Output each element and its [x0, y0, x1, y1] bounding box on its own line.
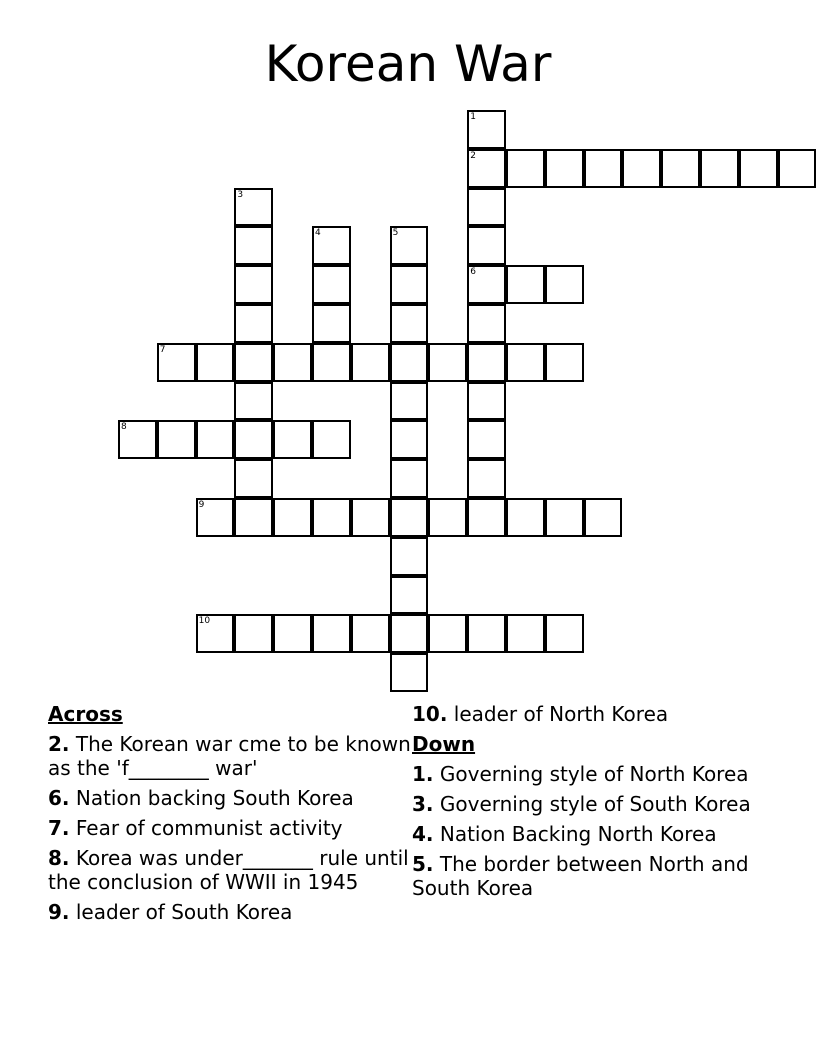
grid-cell[interactable] — [196, 343, 235, 382]
cell-number: 3 — [237, 189, 244, 200]
grid-cell[interactable] — [234, 343, 273, 382]
grid-cell[interactable] — [467, 304, 506, 343]
down-heading: Down — [412, 732, 476, 756]
clue-down-5: 5. The border between North and South Korea — [412, 852, 749, 900]
clue-across-9: 9. leader of South Korea — [48, 900, 293, 924]
grid-cell[interactable] — [234, 226, 273, 265]
clue-across-10: 10. leader of North Korea — [412, 702, 669, 726]
grid-cell[interactable] — [428, 614, 467, 653]
puzzle-title: Korean War — [264, 35, 552, 93]
grid-cell[interactable] — [506, 614, 545, 653]
clue-across-7: 7. Fear of communist activity — [48, 816, 343, 840]
grid-cell[interactable] — [273, 498, 312, 537]
clue-across-2: 2. The Korean war cme to be known as the 'f________ war' — [48, 732, 411, 780]
grid-cell[interactable] — [739, 149, 778, 188]
grid-cell[interactable] — [118, 420, 157, 459]
cell-number: 8 — [121, 422, 127, 433]
cell-number: 1 — [470, 112, 476, 122]
grid-cell[interactable] — [157, 420, 196, 459]
grid-cell[interactable] — [351, 343, 390, 382]
grid-cell[interactable] — [467, 420, 506, 459]
grid-cell[interactable] — [390, 304, 429, 343]
grid-cell[interactable] — [312, 226, 351, 265]
grid-cell[interactable] — [234, 382, 273, 421]
grid-cell[interactable] — [312, 304, 351, 343]
clue-across-8: 8. Korea was under_______ rule until the conclusion of WWII in 1945 — [48, 846, 409, 894]
grid-cell[interactable] — [351, 614, 390, 653]
grid-cell[interactable] — [312, 265, 351, 304]
clue-down-3: 3. Governing style of South Korea — [412, 792, 751, 816]
grid-cell[interactable] — [545, 498, 584, 537]
grid-cell[interactable] — [467, 149, 506, 188]
clue-column-right — [412, 700, 792, 906]
grid-cell[interactable] — [584, 149, 623, 188]
grid-cell[interactable] — [390, 498, 429, 537]
grid-cell[interactable] — [506, 498, 545, 537]
grid-cell[interactable] — [467, 498, 506, 537]
grid-cell[interactable] — [428, 343, 467, 382]
grid-cell[interactable] — [234, 265, 273, 304]
grid-cell[interactable] — [234, 498, 273, 537]
grid-cell[interactable] — [234, 420, 273, 459]
grid-cell[interactable] — [390, 614, 429, 653]
grid-cell[interactable] — [506, 149, 545, 188]
grid-cell[interactable] — [312, 343, 351, 382]
clue-across-6: 6. Nation backing South Korea — [48, 786, 354, 810]
grid-cell[interactable] — [273, 343, 312, 382]
grid-cell[interactable] — [467, 343, 506, 382]
grid-cell[interactable] — [273, 420, 312, 459]
grid-cell[interactable] — [234, 188, 273, 227]
grid-cell[interactable] — [312, 614, 351, 653]
clue-down-4: 4. Nation Backing North Korea — [412, 822, 717, 846]
grid-cell[interactable] — [273, 614, 312, 653]
cell-number: 9 — [198, 500, 205, 510]
grid-cell[interactable] — [390, 226, 429, 265]
grid-cell[interactable] — [506, 343, 545, 382]
grid-cell[interactable] — [545, 614, 584, 653]
grid-cell[interactable] — [545, 343, 584, 382]
cell-number: 4 — [315, 228, 321, 239]
cell-number: 5 — [392, 228, 399, 239]
clue-column-left — [48, 700, 413, 930]
grid-cell[interactable] — [390, 343, 429, 382]
grid-cell[interactable] — [506, 265, 545, 304]
grid-cell[interactable] — [312, 420, 351, 459]
grid-cell[interactable] — [428, 498, 467, 537]
grid-cell[interactable] — [778, 149, 816, 188]
grid-cell[interactable] — [467, 614, 506, 653]
grid-cell[interactable] — [467, 265, 506, 304]
clue-down-1: 1. Governing style of North Korea — [412, 762, 749, 786]
grid-cell[interactable] — [196, 614, 235, 653]
grid-cell[interactable] — [351, 498, 390, 537]
grid-cell[interactable] — [390, 265, 429, 304]
grid-cell[interactable] — [467, 188, 506, 227]
grid-cell[interactable] — [622, 149, 661, 188]
cell-number: 2 — [470, 150, 476, 161]
grid-cell[interactable] — [390, 459, 429, 498]
grid-cell[interactable] — [196, 498, 235, 537]
cell-number: 6 — [470, 267, 476, 278]
grid-cell[interactable] — [700, 149, 739, 188]
across-heading: Across — [48, 702, 123, 726]
grid-cell[interactable] — [312, 498, 351, 537]
grid-cell[interactable] — [467, 110, 506, 149]
grid-cell[interactable] — [467, 459, 506, 498]
grid-cell[interactable] — [390, 576, 429, 615]
grid-cell[interactable] — [390, 382, 429, 421]
grid-cell[interactable] — [390, 420, 429, 459]
cell-number: 10 — [198, 616, 211, 627]
grid-cell[interactable] — [661, 149, 700, 188]
grid-cell[interactable] — [584, 498, 623, 537]
grid-cell[interactable] — [545, 149, 584, 188]
grid-cell[interactable] — [157, 343, 196, 382]
grid-cell[interactable] — [390, 537, 429, 576]
grid-cell[interactable] — [234, 459, 273, 498]
cell-number: 7 — [159, 344, 166, 355]
grid-cell[interactable] — [234, 614, 273, 653]
grid-cell[interactable] — [390, 653, 429, 692]
grid-cell[interactable] — [467, 226, 506, 265]
grid-cell[interactable] — [545, 265, 584, 304]
grid-cell[interactable] — [196, 420, 235, 459]
grid-cell[interactable] — [234, 304, 273, 343]
grid-cell[interactable] — [467, 382, 506, 421]
